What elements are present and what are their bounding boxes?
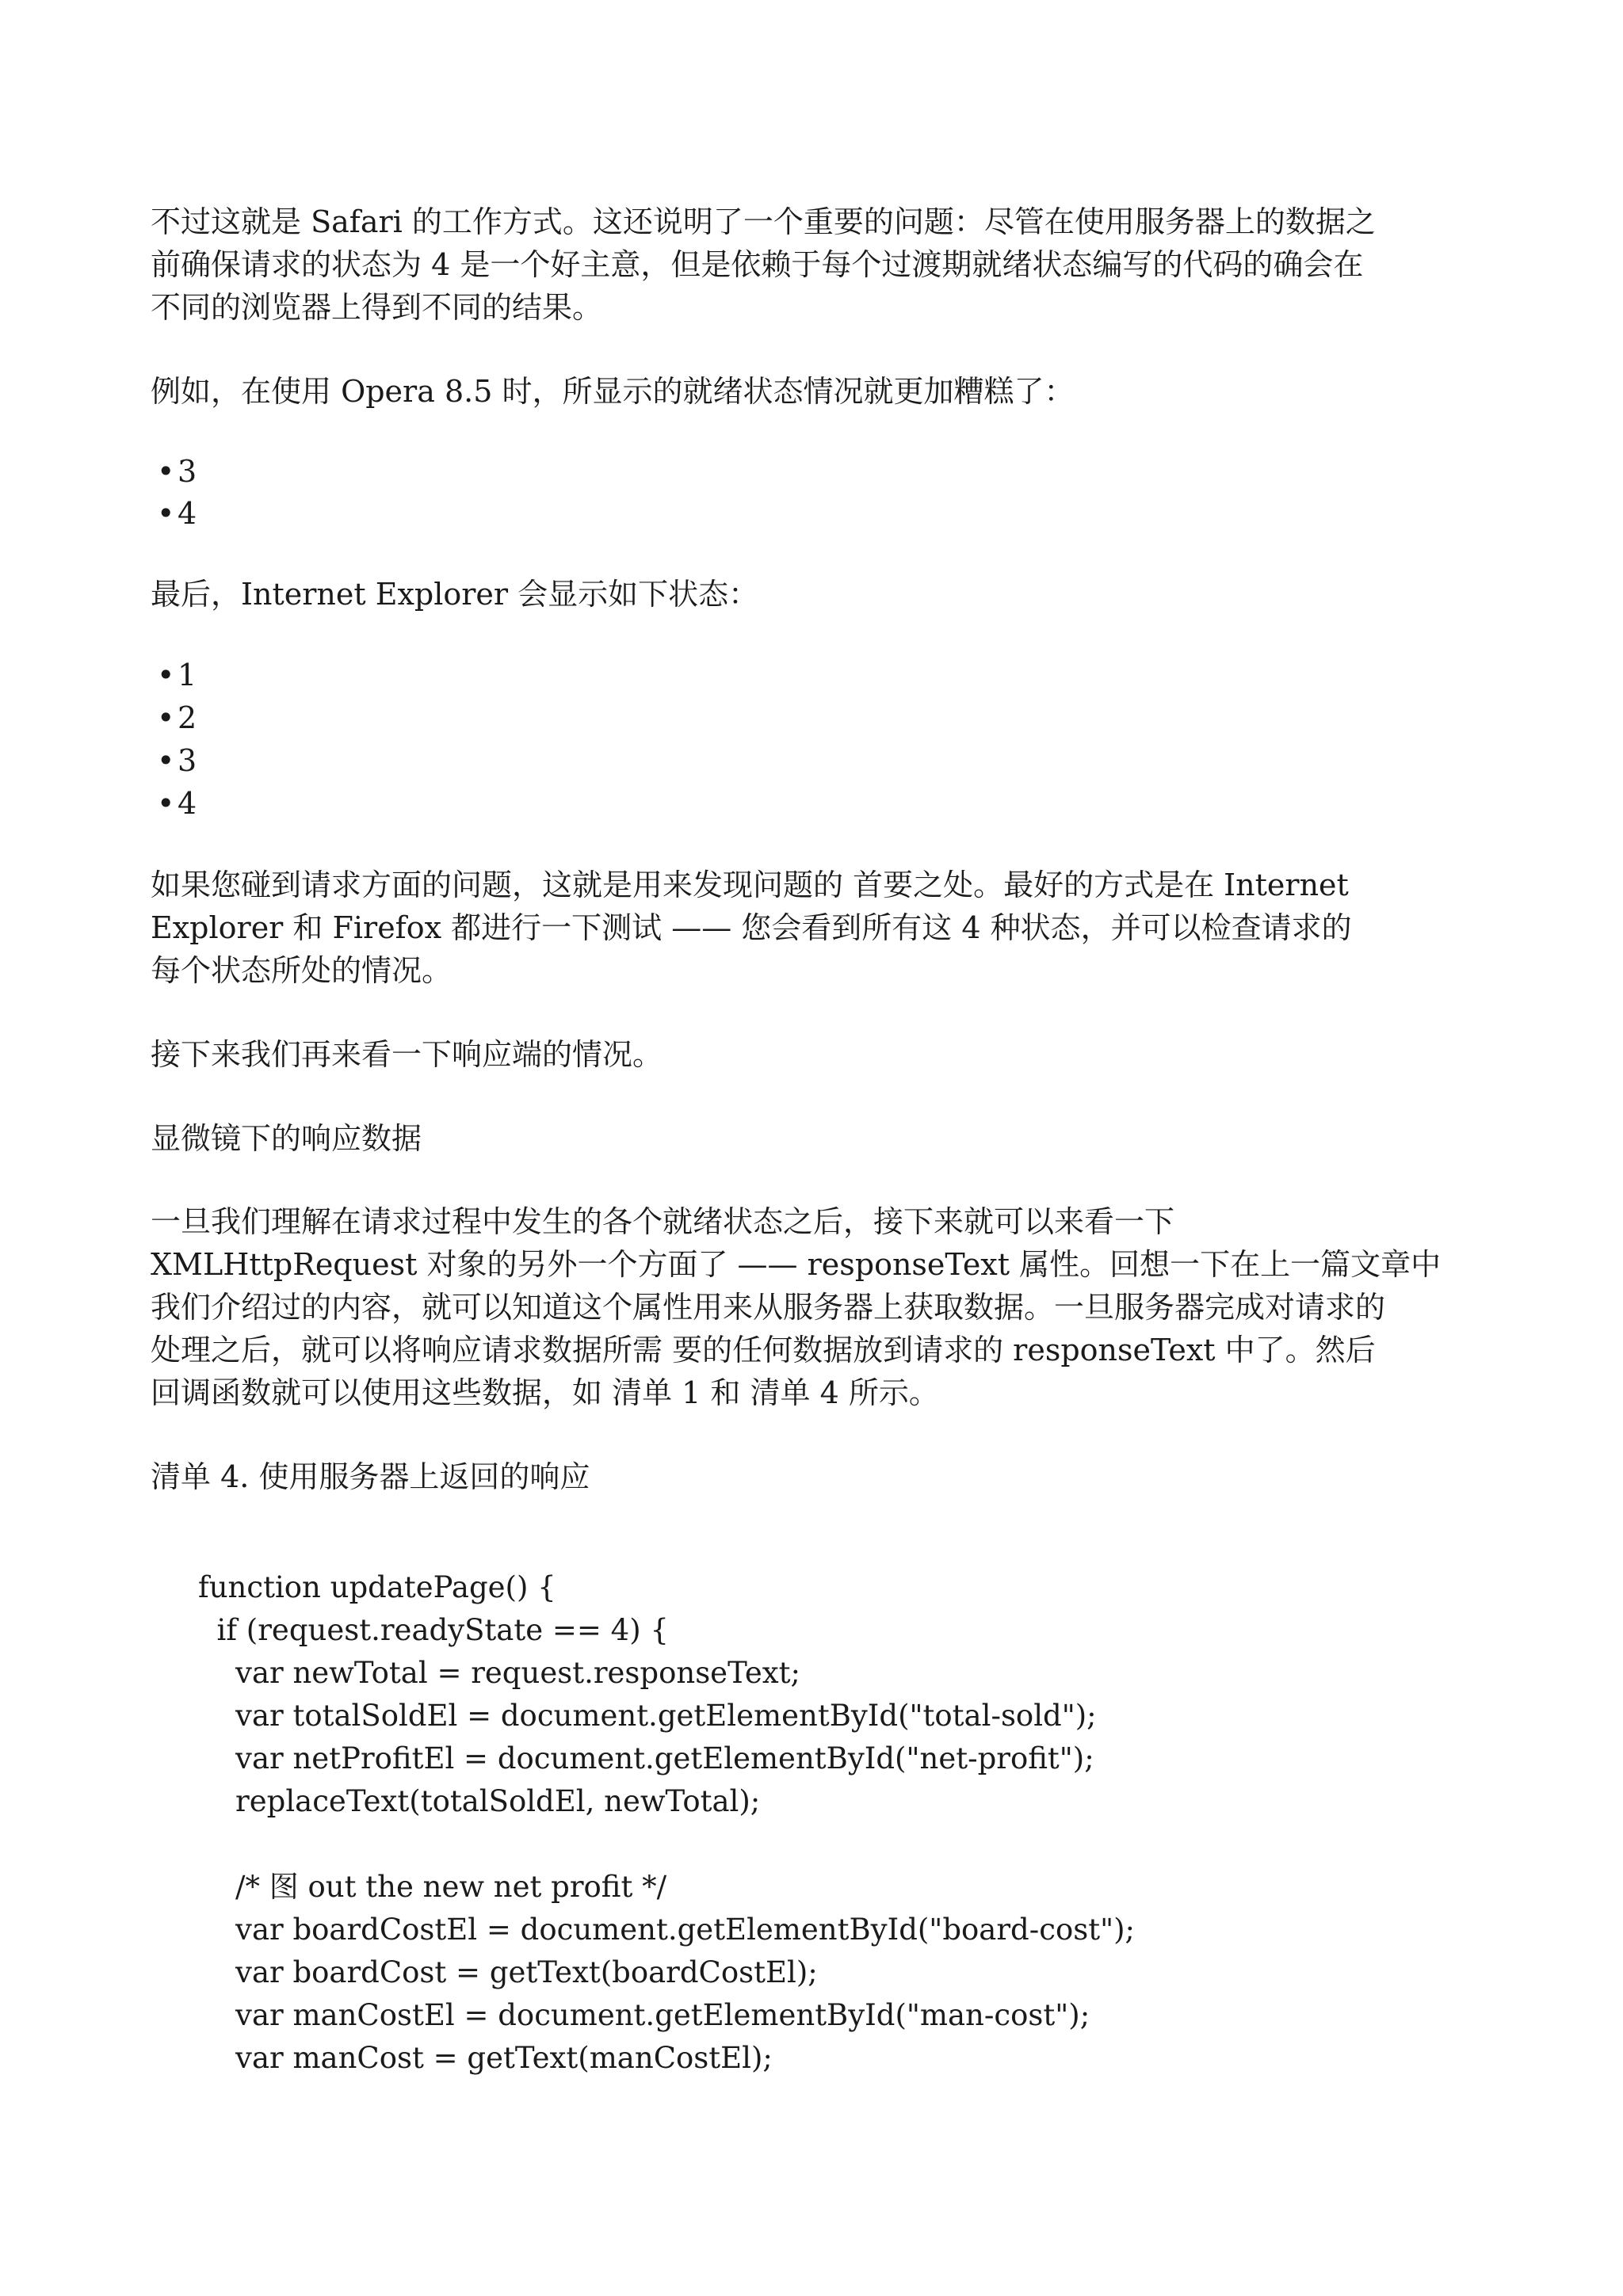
paragraph-responsetext-line-4: 处理之后，就可以将响应请求数据所需 要的任何数据放到请求的 responseText 中了。然后	[151, 1333, 1376, 1367]
code-line: var netProfitEl = document.getElementById("net-profit");	[198, 1741, 1094, 1775]
list-item: •3	[157, 450, 197, 493]
paragraph-testing-line-3: 每个状态所处的情况。	[151, 953, 453, 988]
list-item: •2	[157, 696, 197, 739]
code-line: /* 图 out the new net profit */	[198, 1870, 667, 1904]
code-line: var boardCostEl = document.getElementById("board-cost");	[198, 1913, 1135, 1947]
list-item: •1	[157, 654, 197, 696]
bullet-icon: •	[157, 743, 175, 778]
code-line: function updatePage() {	[198, 1570, 556, 1604]
bullet-icon: •	[157, 658, 175, 692]
paragraph-safari-line-3: 不同的浏览器上得到不同的结果。	[151, 290, 603, 325]
bullet-icon: •	[157, 700, 175, 735]
code-line: replaceText(totalSoldEl, newTotal);	[198, 1784, 761, 1818]
paragraph-responsetext-line-3: 我们介绍过的内容，就可以知道这个属性用来从服务器上获取数据。一旦服务器完成对请求的	[151, 1290, 1386, 1325]
paragraph-responsetext-line-5: 回调函数就可以使用这些数据，如 清单 1 和 清单 4 所示。	[151, 1375, 939, 1410]
paragraph-ie: 最后，Internet Explorer 会显示如下状态：	[151, 577, 759, 612]
code-line: if (request.readyState == 4) {	[198, 1613, 669, 1647]
section-heading: 显微镜下的响应数据	[151, 1121, 422, 1156]
code-line: var manCost = getText(manCostEl);	[198, 2041, 773, 2075]
paragraph-safari-line-2: 前确保请求的状态为 4 是一个好主意，但是依赖于每个过渡期就绪状态编写的代码的确会在	[151, 247, 1364, 282]
list-item: •3	[157, 739, 197, 782]
list-item: •4	[157, 492, 197, 535]
code-line: var newTotal = request.responseText;	[198, 1656, 800, 1690]
paragraph-opera: 例如，在使用 Opera 8.5 时，所显示的就绪状态情况就更加糟糕了：	[151, 374, 1075, 409]
paragraph-responsetext-line-2: XMLHttpRequest 对象的另外一个方面了 —— responseText 属性。回想一下在上一篇文章中	[151, 1247, 1442, 1282]
bullet-icon: •	[157, 496, 175, 531]
paragraph-responsetext-line-1: 一旦我们理解在请求过程中发生的各个就绪状态之后，接下来就可以来看一下	[151, 1204, 1175, 1239]
bullet-icon: •	[157, 786, 175, 821]
paragraph-testing-line-2: Explorer 和 Firefox 都进行一下测试 —— 您会看到所有这 4 种状态，并可以检查请求的	[151, 910, 1352, 945]
code-line: var totalSoldEl = document.getElementById("total-sold");	[198, 1699, 1097, 1733]
paragraph-safari-line-1: 不过这就是 Safari 的工作方式。这还说明了一个重要的问题：尽管在使用服务器上的数据之	[151, 204, 1376, 239]
code-line: var boardCost = getText(boardCostEl);	[198, 1955, 818, 1989]
list-item: •4	[157, 782, 197, 825]
paragraph-response-intro: 接下来我们再来看一下响应端的情况。	[151, 1037, 663, 1072]
paragraph-testing-line-1: 如果您碰到请求方面的问题，这就是用来发现问题的 首要之处。最好的方式是在 Internet	[151, 868, 1349, 902]
code-line: var manCostEl = document.getElementById("man-cost");	[198, 1998, 1090, 2032]
bullet-icon: •	[157, 454, 175, 489]
listing-caption: 清单 4. 使用服务器上返回的响应	[151, 1459, 590, 1494]
